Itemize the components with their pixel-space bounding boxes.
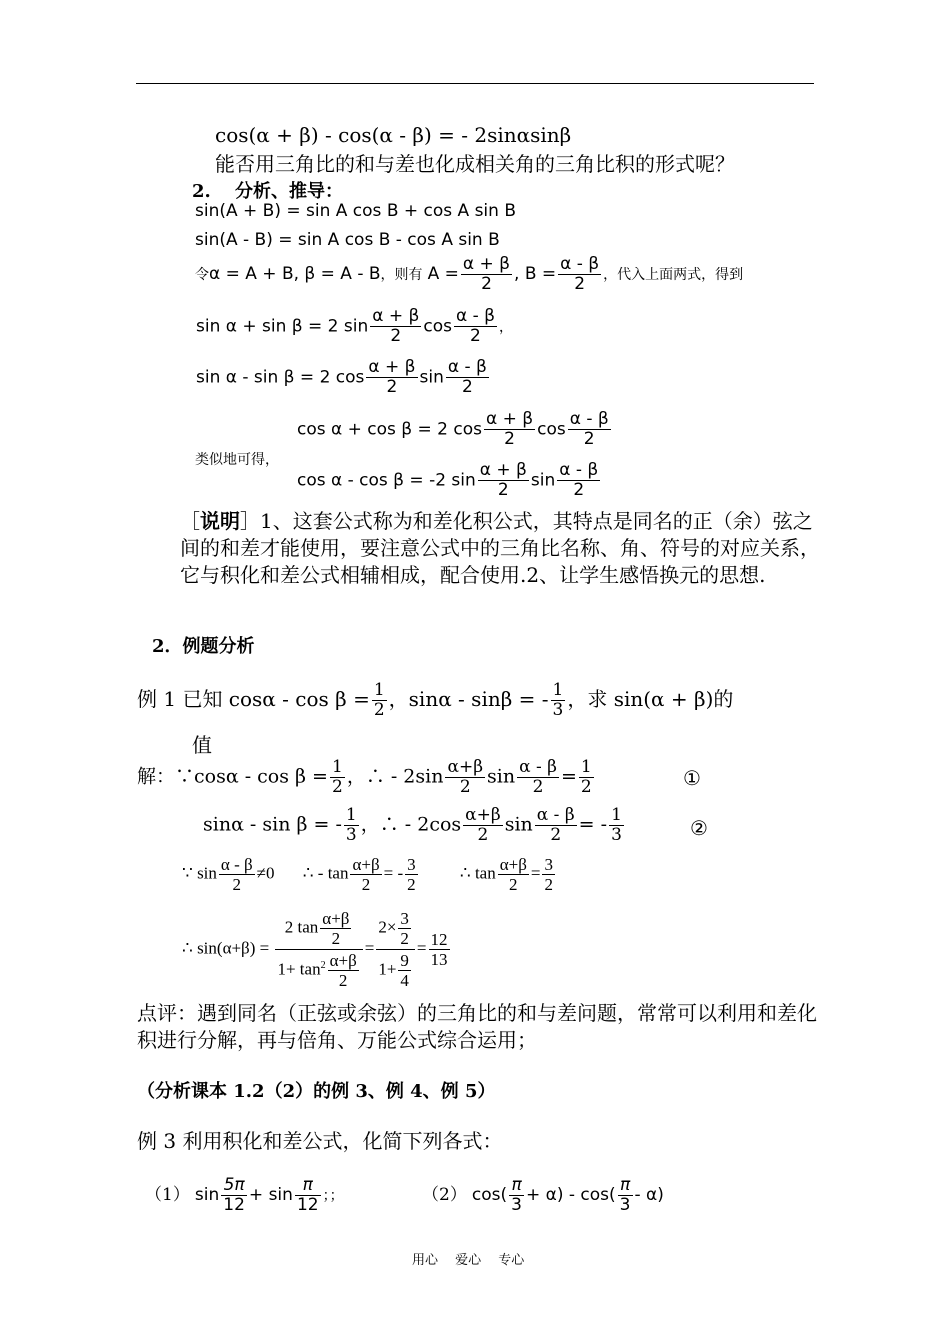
fraction: $\frac{\alpha + \beta}{2}$: [372, 306, 420, 346]
fraction: $\frac{\alpha+\beta}{2}$: [447, 757, 484, 797]
equation-marker-2: ②: [690, 816, 708, 840]
fraction: $\frac{\pi}{3}$: [511, 1175, 522, 1215]
fraction: $\frac{\pi}{12}$: [296, 1175, 319, 1215]
fraction: $\frac{1}{3}$: [552, 680, 564, 720]
fraction: $\frac{\alpha + \beta}{2}$: [368, 357, 416, 397]
fraction: $\frac{\pi}{3}$: [619, 1175, 631, 1215]
fraction: $\frac{\alpha - \beta}{2}$: [447, 357, 487, 397]
fraction: $\frac{\alpha+\beta}{2}$: [499, 855, 527, 894]
section-title-derivation: 2. 分析、推导：: [192, 181, 344, 202]
fraction: $\frac{1}{2}$: [373, 680, 385, 720]
fraction: $\frac{1}{3}$: [611, 805, 622, 845]
similar-label: 类似地可得，: [195, 452, 279, 468]
fraction: $\frac{\alpha - \beta}{2}$: [519, 757, 557, 797]
note-paragraph: ［说明］1、这套公式称为和差化积公式，其特点是同名的正（余）弦之间的和差才能使用，要注意公式中的三角比名称、角、符号的对应关系，它与积化和差公式相辅相成，配合使用.2、让学生感悟换元的思想.: [180, 509, 820, 587]
formula-cos-minus-cos: cos α - cos β = -2 sin $\frac{\alpha + \beta}{2}$ sin $\frac{\alpha - \beta}{2}$: [297, 460, 599, 500]
top-formula: cos(α + β) - cos(α - β) = - 2sinαsinβ: [215, 123, 572, 147]
example-3-title: 例 3 利用积化和差公式，化简下列各式：: [137, 1129, 503, 1153]
fraction: $\frac{\alpha - \beta}{2}$: [220, 855, 253, 894]
fraction: $\frac{1}{3}$: [345, 805, 357, 845]
fraction: $\frac{5\pi}{12}$: [223, 1175, 245, 1215]
formula-sin-diff: sin(A - B) = sin A cos B - cos A sin B: [195, 230, 500, 250]
fraction: $\frac{\alpha - \beta}{2}$: [560, 254, 600, 294]
equation-marker-1: ①: [683, 766, 701, 790]
solution-line-2: sinα - sin β = - $\frac{1}{3}$ ，∴ - 2cos $\frac{\alpha+\beta}{2}$ sin $\frac{\alpha - \beta}{2}$ = - $\frac{1}{3}$: [203, 805, 622, 845]
formula-cos-plus-cos: cos α + cos β = 2 cos $\frac{\alpha + \beta}{2}$ cos $\frac{\alpha - \beta}{2}$: [297, 409, 609, 449]
fraction: $\frac{12}{13}$: [430, 930, 448, 969]
fraction: $\frac{\alpha - \beta}{2}$: [536, 805, 575, 845]
fraction: $\frac{1}{2}$: [331, 757, 343, 797]
compound-fraction: 2× $\frac{3}{2}$ 1+ $\frac{9}{4}$: [376, 908, 415, 991]
fraction: $\frac{\alpha+\beta}{2}$: [352, 855, 380, 894]
question-text: 能否用三角比的和与差也化成相关角的三角比积的形式呢？: [215, 152, 735, 176]
header-rule: [136, 83, 814, 84]
note-label: 说明: [200, 509, 240, 533]
fraction: $\frac{3}{2}$: [400, 909, 409, 948]
analysis-title: （分析课本 1.2（2）的例 3、例 4、例 5）: [137, 1081, 496, 1102]
compound-fraction: 2 tan $\frac{\alpha+\beta}{2}$ $1+ \tan^2$ $\frac{\alpha+\beta}{2}$: [275, 908, 362, 991]
solution-line-1: 解：∵cosα - cos β = $\frac{1}{2}$ ，∴ - 2sin $\frac{\alpha+\beta}{2}$ sin $\frac{\alpha - \beta}{2}$ = $\frac{1}{2}$: [137, 757, 592, 797]
example-3-part-2: （2） cos( $\frac{\pi}{3}$ + α) - cos( $\frac{\pi}{3}$ - α): [422, 1175, 664, 1215]
page-footer: 用心 爱心 专心: [412, 1253, 525, 1268]
fraction: $\frac{9}{4}$: [400, 951, 409, 990]
fraction: $\frac{\alpha+\beta}{2}$: [322, 909, 350, 948]
example-1-continued: 值: [192, 733, 212, 757]
fraction: $\frac{3}{2}$: [407, 855, 416, 894]
formula-sin-minus-sin: sin α - sin β = 2 cos $\frac{\alpha + \beta}{2}$ sin $\frac{\alpha - \beta}{2}$: [196, 357, 487, 397]
solution-line-4: ∴ sin(α+β) = 2 tan $\frac{\alpha+\beta}{2}$ $1+ \tan^2$ $\frac{\alpha+\beta}{2}$ = 2× $\frac{3}{2}$ 1+ $\frac{9}{4}$ = $\frac{12}{13}$: [182, 909, 448, 990]
section-title-examples: 2．例题分析: [152, 636, 255, 657]
fraction: $\frac{\alpha + \beta}{2}$: [479, 460, 527, 500]
example-1-line: 例 1 已知 cosα - cos β = $\frac{1}{2}$ ，sinα - sinβ = - $\frac{1}{3}$ ，求 sin(α + β)的: [137, 680, 734, 720]
substitution-line: 令α = A + B, β = A - B，则有 A = $\frac{\alpha + \beta}{2}$ , B = $\frac{\alpha - \beta}{2}$ ，代入上面两式，得到: [195, 254, 744, 294]
comment-paragraph: 点评：遇到同名（正弦或余弦）的三角比的和与差问题，常常可以利用和差化积进行分解，再与倍角、万能公式综合运用；: [137, 1001, 817, 1052]
fraction: $\frac{\alpha - \beta}{2}$: [455, 306, 495, 346]
fraction: $\frac{\alpha + \beta}{2}$: [462, 254, 511, 294]
formula-sin-plus-sin: sin α + sin β = 2 sin $\frac{\alpha + \beta}{2}$ cos $\frac{\alpha - \beta}{2}$ ，: [196, 306, 513, 346]
fraction: $\frac{\alpha - \beta}{2}$: [559, 460, 599, 500]
fraction: $\frac{1}{2}$: [580, 757, 592, 797]
formula-sin-sum: sin(A + B) = sin A cos B + cos A sin B: [195, 201, 516, 221]
example-3-part-1: （1） sin $\frac{5\pi}{12}$ + sin $\frac{\pi}{12}$ ；；: [145, 1175, 344, 1215]
solution-line-3: ∵ sin $\frac{\alpha - \beta}{2}$ ≠0 ∴ - tan $\frac{\alpha+\beta}{2}$ = - $\frac{3}{2}$ ∴ tan $\frac{\alpha+\beta}{2}$ = $\frac{3}{2}$: [182, 855, 553, 894]
fraction: $\frac{\alpha - \beta}{2}$: [569, 409, 609, 449]
fraction: $\frac{\alpha + \beta}{2}$: [486, 409, 534, 449]
fraction: $\frac{\alpha+\beta}{2}$: [329, 951, 357, 990]
fraction: $\frac{\alpha+\beta}{2}$: [465, 805, 501, 845]
fraction: $\frac{3}{2}$: [544, 855, 553, 894]
